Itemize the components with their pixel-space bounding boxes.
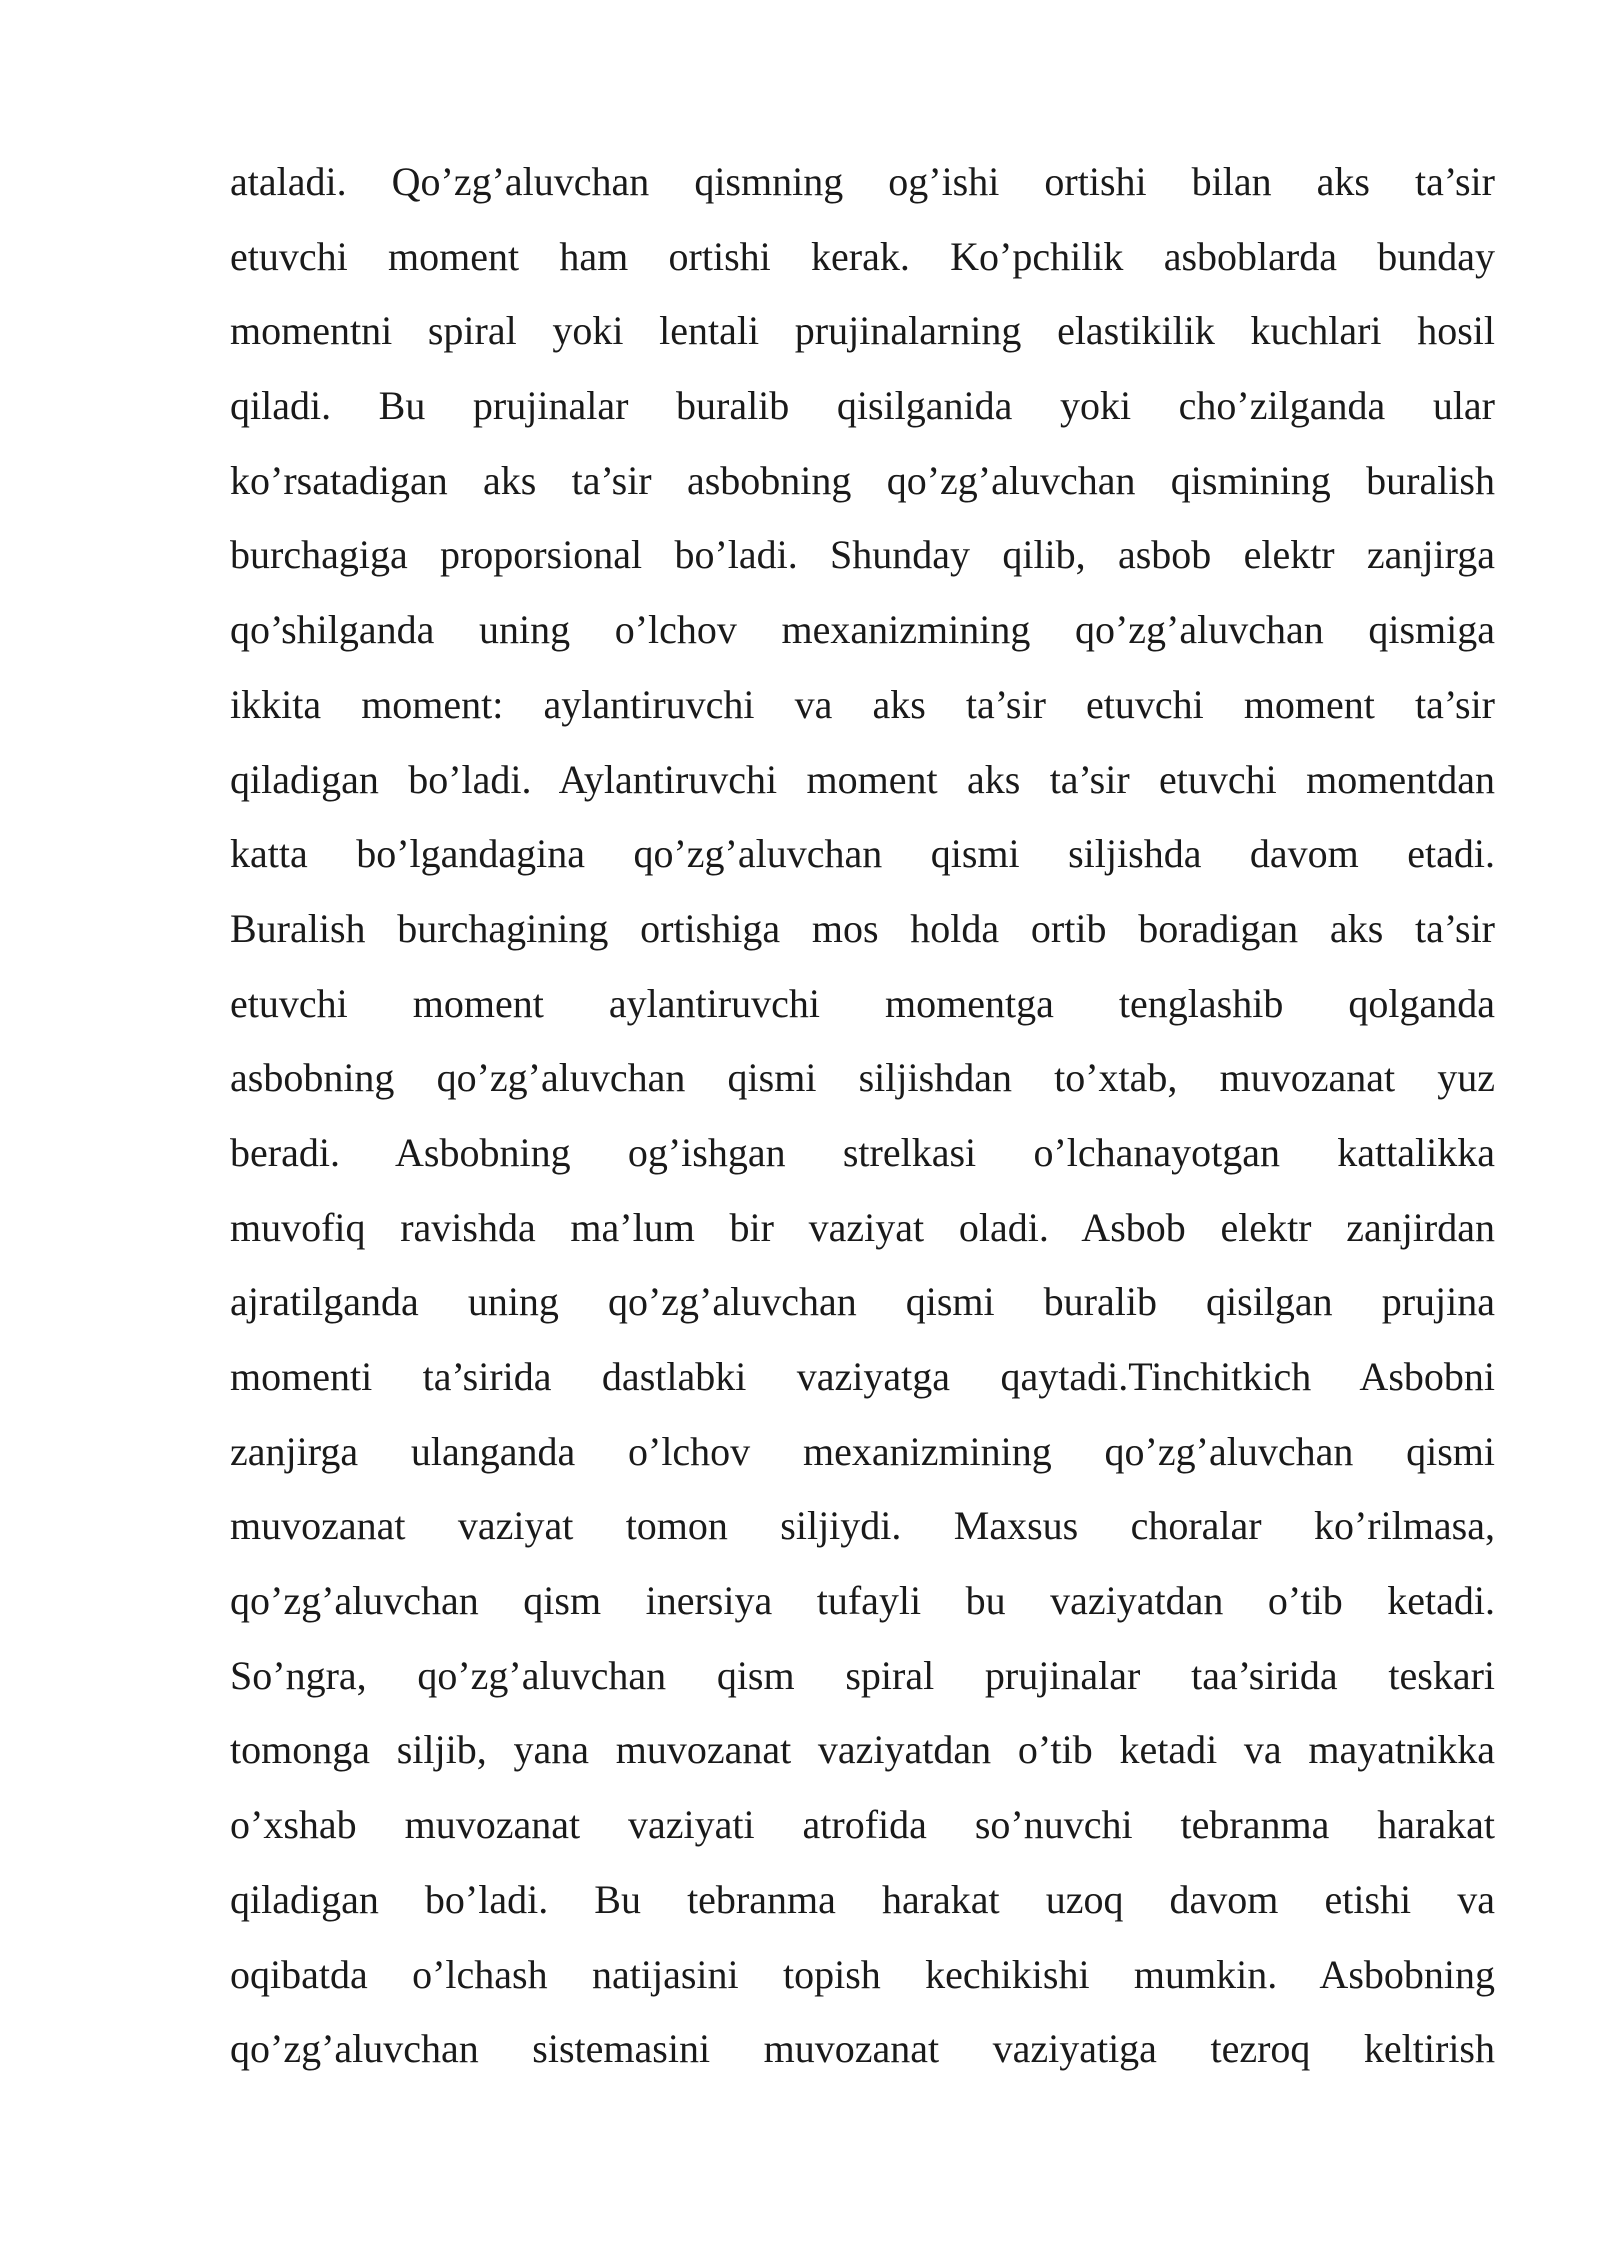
text-line: oqibatda o’lchash natijasini topish kechikishi mumkin. Asbobning [230,1951,1495,1997]
text-line: ataladi. Qo’zg’aluvchan qismning og’ishi ortishi bilan aks ta’sir [230,159,1495,204]
text-line: zanjirga ulanganda o’lchov mexanizmining qo’zg’aluvchan qismi [230,1428,1495,1474]
text-line: ikkita moment: aylantiruvchi va aks ta’sir etuvchi moment ta’sir [230,681,1495,727]
text-line: qo’zg’aluvchan sistemasini muvozanat vaziyatiga tezroq keltirish [230,2026,1495,2072]
text-line: qiladigan bo’ladi. Aylantiruvchi moment aks ta’sir etuvchi momentdan [230,756,1495,802]
text-line: So’ngra, qo’zg’aluvchan qism spiral prujinalar taa’sirida teskari [230,1652,1495,1698]
text-line: o’xshab muvozanat vaziyati atrofida so’nuvchi tebranma harakat [230,1802,1495,1848]
text-line: beradi. Asbobning og’ishgan strelkasi o’lchanayotgan kattalikka [230,1129,1495,1175]
text-line: Buralish burchagining ortishiga mos holda ortib boradigan aks ta’sir [230,905,1495,951]
text-line: ajratilganda uning qo’zg’aluvchan qismi buralib qisilgan prujina [230,1279,1495,1325]
text-line: burchagiga proporsional bo’ladi. Shunday qilib, asbob elektr zanjirga [230,532,1495,578]
text-line: qiladi. Bu prujinalar buralib qisilganida yoki cho’zilganda ular [230,383,1495,429]
text-line: momenti ta’sirida dastlabki vaziyatga qaytadi.Tinchitkich Asbobni [230,1354,1495,1399]
body-text [230,145,1495,2087]
text-line: ko’rsatadigan aks ta’sir asbobning qo’zg’aluvchan qismining buralish [230,457,1495,503]
text-line: muvofiq ravishda ma’lum bir vaziyat oladi. Asbob elektr zanjirdan [230,1204,1495,1250]
text-line: qo’shilganda uning o’lchov mexanizmining qo’zg’aluvchan qismiga [230,607,1495,653]
text-line: asbobning qo’zg’aluvchan qismi siljishdan to’xtab, muvozanat yuz [230,1055,1495,1101]
text-line: qiladigan bo’ladi. Bu tebranma harakat uzoq davom etishi va [230,1876,1495,1922]
text-line: qo’zg’aluvchan qism inersiya tufayli bu vaziyatdan o’tib ketadi. [230,1578,1495,1624]
text-line: momentni spiral yoki lentali prujinalarning elastikilik kuchlari hosil [230,308,1495,354]
text-line: etuvchi moment aylantiruvchi momentga tenglashib qolganda [230,980,1495,1026]
text-line: muvozanat vaziyat tomon siljiydi. Maxsus choralar ko’rilmasa, [230,1503,1495,1549]
text-line: tomonga siljib, yana muvozanat vaziyatdan o’tib ketadi va mayatnikka [230,1727,1495,1773]
text-line: katta bo’lgandagina qo’zg’aluvchan qismi siljishda davom etadi. [230,831,1495,877]
text-line: etuvchi moment ham ortishi kerak. Ko’pchilik asboblarda bunday [230,233,1495,279]
